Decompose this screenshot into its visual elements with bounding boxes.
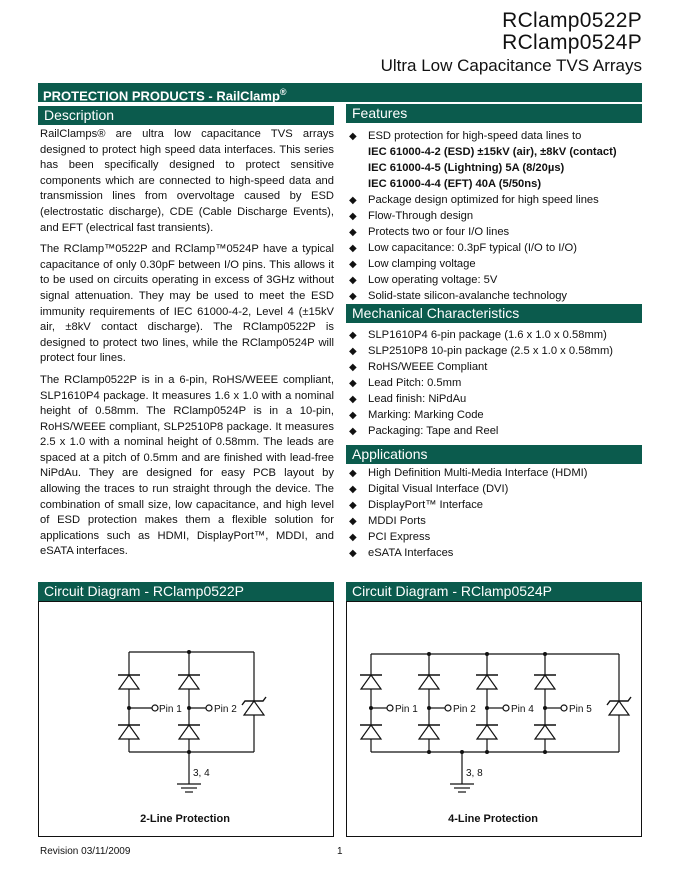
diamond-bullet-icon: ◆ [349, 131, 357, 142]
circuit1-diagram-box [38, 601, 334, 837]
list-item: ◆ eSATA Interfaces [349, 547, 454, 559]
description-paragraph-1: RailClamps® are ultra low capacitance TVS arrays designed to protect high speed data interfaces. This series has been specifically designed to protect sensitive components which are connected to high-speed data and transmission lines from overvoltage caused by ESD (electrostatic discharge), CDE (Cable Discharge Events), and EFT (electrical fast transients). [40, 128, 334, 234]
list-item: ◆ Lead Pitch: 0.5mm [349, 377, 462, 389]
band-mark: ® [279, 87, 287, 97]
pin-label: Pin 5 [569, 704, 592, 715]
diamond-bullet-icon: ◆ [349, 548, 357, 559]
list-item: ◆ ESD protection for high-speed data lines to [349, 130, 582, 142]
circuit1-schematic [39, 602, 333, 836]
list-item: ◆ Marking: Marking Code [349, 409, 484, 421]
list-item: IEC 61000-4-2 (ESD) ±15kV (air), ±8kV (contact) [368, 146, 617, 158]
features-heading: Features [346, 104, 642, 123]
diamond-bullet-icon: ◆ [349, 243, 357, 254]
diamond-bullet-icon: ◆ [349, 291, 357, 302]
page-number: 1 [337, 846, 343, 857]
diamond-bullet-icon: ◆ [349, 195, 357, 206]
description-paragraph-3: The RClamp0522P is in a 6-pin, RoHS/WEEE compliant, SLP1610P4 package. It measures 1.6 x 1.0 with a nominal height of 0.58mm. The RClamp0524P is in a 10-pin, RoHS/WEEE compliant, SLP2510P8 package. It measures 2.5 x 1.0 with a nominal height of 0.58mm. The leads are spaced at a pitch of 0.5mm and are finished with lead-free NiPdAu. They are designed for easy PCB layout by allowing the traces to run straight through the device. The combination of small size, low capacitance, and high level of ESD protection makes them a flexible solution for applications such as HDMI, DisplayPort™, MDDI, and eSATA interfaces. [40, 373, 334, 558]
diamond-bullet-icon: ◆ [349, 275, 357, 286]
diamond-bullet-icon: ◆ [349, 484, 357, 495]
mechanical-list [348, 327, 644, 439]
mechanical-heading: Mechanical Characteristics [346, 304, 642, 323]
list-item: ◆ High Definition Multi-Media Interface (HDMI) [349, 467, 588, 479]
list-item: ◆ Flow-Through design [349, 210, 474, 222]
list-item: ◆ DisplayPort™ Interface [349, 499, 484, 511]
pin-label: Pin 1 [395, 704, 418, 715]
description-text [40, 127, 334, 566]
ground-label: 3, 4 [193, 768, 210, 779]
diamond-bullet-icon: ◆ [349, 426, 357, 437]
list-item: ◆ Low operating voltage: 5V [349, 274, 498, 286]
description-paragraph-2: The RClamp™0522P and RClamp™0524P have a typical capacitance of only 0.30pF between I/O pins. This allows it to be used on circuits operating in excess of 3GHz without signal attenuation. They may be used to meet the ESD immunity requirements of IEC 61000-4-2, Level 4 (±15kV air, ±8kV contact discharge). The RClamp0522P is designed to protect two lines, while the RClamp0524P will protect four lines. [40, 243, 334, 365]
circuit2-diagram-box [346, 601, 642, 837]
diamond-bullet-icon: ◆ [349, 362, 357, 373]
diamond-bullet-icon: ◆ [349, 394, 357, 405]
list-item: ◆ SLP1610P4 6-pin package (1.6 x 1.0 x 0.58mm) [349, 329, 607, 341]
part-number-2: RClamp0524P [502, 31, 642, 54]
circuit2-heading: Circuit Diagram - RClamp0524P [346, 582, 642, 601]
description-heading: Description [38, 106, 334, 125]
diamond-bullet-icon: ◆ [349, 500, 357, 511]
product-band [38, 83, 642, 102]
list-item: IEC 61000-4-4 (EFT) 40A (5/50ns) [368, 178, 542, 190]
band-label: PROTECTION PRODUCTS - RailClamp [43, 88, 280, 104]
diamond-bullet-icon: ◆ [349, 259, 357, 270]
features-list [348, 128, 644, 304]
diamond-bullet-icon: ◆ [349, 410, 357, 421]
diamond-bullet-icon: ◆ [349, 211, 357, 222]
pin-label: Pin 1 [159, 704, 182, 715]
list-item: ◆ Lead finish: NiPdAu [349, 393, 467, 405]
circuit1-caption: 2-Line Protection [140, 813, 230, 825]
circuit1-heading: Circuit Diagram - RClamp0522P [38, 582, 334, 601]
pin-label: Pin 2 [214, 704, 237, 715]
diamond-bullet-icon: ◆ [349, 516, 357, 527]
list-item: IEC 61000-4-5 (Lightning) 5A (8/20µs) [368, 162, 565, 174]
list-item: ◆ PCI Express [349, 531, 431, 543]
pin-label: Pin 4 [511, 704, 534, 715]
applications-heading: Applications [346, 445, 642, 464]
circuit2-caption: 4-Line Protection [448, 813, 538, 825]
diamond-bullet-icon: ◆ [349, 346, 357, 357]
diamond-bullet-icon: ◆ [349, 532, 357, 543]
revision-text: Revision 03/11/2009 [40, 846, 131, 857]
diamond-bullet-icon: ◆ [349, 378, 357, 389]
list-item: ◆ RoHS/WEEE Compliant [349, 361, 488, 373]
document-subtitle: Ultra Low Capacitance TVS Arrays [380, 56, 642, 75]
list-item: ◆ Protects two or four I/O lines [349, 226, 510, 238]
list-item: ◆ Package design optimized for high speed lines [349, 194, 599, 206]
pin-label: Pin 2 [453, 704, 476, 715]
list-item: ◆ Digital Visual Interface (DVI) [349, 483, 509, 495]
diamond-bullet-icon: ◆ [349, 227, 357, 238]
part-number-1: RClamp0522P [502, 9, 642, 32]
list-item: ◆ SLP2510P8 10-pin package (2.5 x 1.0 x 0.58mm) [349, 345, 614, 357]
list-item: ◆ Packaging: Tape and Reel [349, 425, 499, 437]
applications-list [348, 465, 644, 561]
diamond-bullet-icon: ◆ [349, 330, 357, 341]
list-item: ◆ Low capacitance: 0.3pF typical (I/O to I/O) [349, 242, 577, 254]
diamond-bullet-icon: ◆ [349, 468, 357, 479]
list-item: ◆ MDDI Ports [349, 515, 426, 527]
list-item: ◆ Low clamping voltage [349, 258, 476, 270]
list-item: ◆ Solid-state silicon-avalanche technology [349, 290, 568, 302]
ground-label: 3, 8 [466, 768, 483, 779]
title-block [381, 10, 642, 74]
circuit2-schematic [347, 602, 641, 836]
